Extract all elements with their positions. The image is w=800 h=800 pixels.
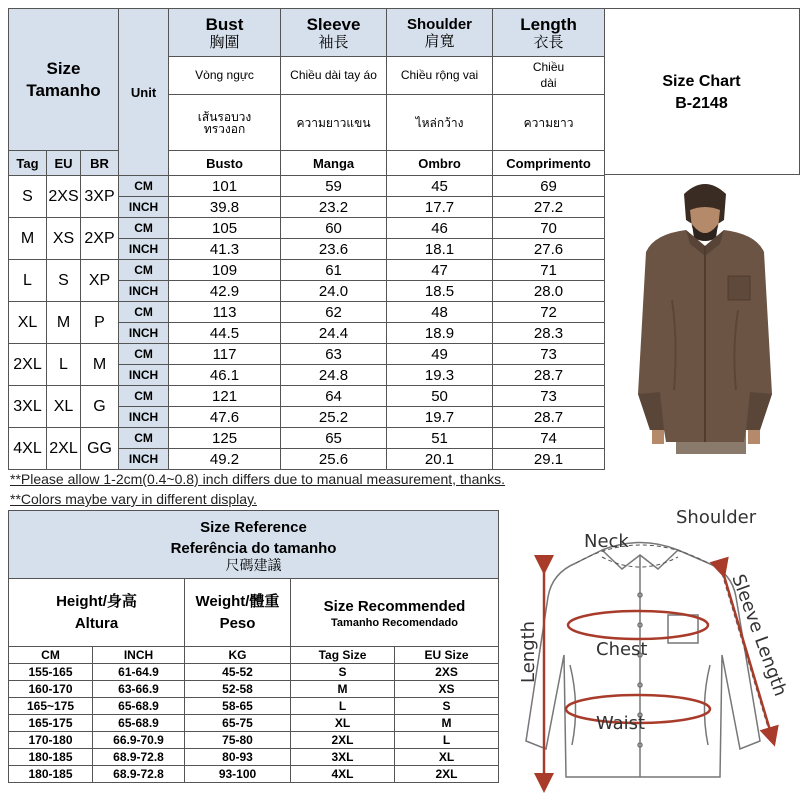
size-br-cell: GG — [81, 428, 119, 470]
length-header: Length 衣長 — [493, 9, 605, 57]
reference-cell: 45-52 — [185, 664, 291, 681]
color-note: **Colors maybe vary in different display. — [10, 491, 257, 507]
measure-cell: 64 — [281, 386, 387, 407]
shoulder-label: Shoulder — [676, 507, 757, 528]
size-eu-cell: XL — [47, 386, 81, 428]
length-label: Length — [518, 620, 539, 683]
reference-cell: 68.9-72.8 — [93, 766, 185, 783]
waist-label: Waist — [596, 713, 646, 734]
reference-cell: 155-165 — [9, 664, 93, 681]
size-tag-cell: 3XL — [9, 386, 47, 428]
reference-cell: 65-68.9 — [93, 715, 185, 732]
shoulder-pt: Ombro — [387, 151, 493, 176]
size-tag-cell: 4XL — [9, 428, 47, 470]
unit-cell: INCH — [119, 365, 169, 386]
bust-pt: Busto — [169, 151, 281, 176]
measure-cell: 62 — [281, 302, 387, 323]
measure-cell: 74 — [493, 428, 605, 449]
reference-cell: 52-58 — [185, 681, 291, 698]
size-eu-cell: M — [47, 302, 81, 344]
reference-cell: 180-185 — [9, 749, 93, 766]
unit-cell: CM — [119, 302, 169, 323]
reference-row — [9, 732, 499, 749]
measurement-note: **Please allow 1-2cm(0.4~0.8) inch differs due to manual measurement, thanks. — [10, 471, 506, 487]
measure-cell: 23.6 — [281, 239, 387, 260]
reference-cell: 93-100 — [185, 766, 291, 783]
measure-cell: 41.3 — [169, 239, 281, 260]
unit-cell: CM — [119, 386, 169, 407]
measure-cell: 47.6 — [169, 407, 281, 428]
reference-cell: M — [291, 681, 395, 698]
ref-kg-header: KG — [185, 647, 291, 664]
reference-cell: 160-170 — [9, 681, 93, 698]
reference-cell: 75-80 — [185, 732, 291, 749]
measure-cell: 72 — [493, 302, 605, 323]
unit-header: Unit — [119, 9, 169, 176]
shoulder-th: ไหล่กว้าง — [387, 95, 493, 151]
size-eu-cell: S — [47, 260, 81, 302]
reference-cell: 4XL — [291, 766, 395, 783]
size-row — [9, 302, 605, 323]
measure-cell: 73 — [493, 344, 605, 365]
measure-cell: 47 — [387, 260, 493, 281]
measure-cell: 45 — [387, 176, 493, 197]
measure-cell: 42.9 — [169, 281, 281, 302]
measure-cell: 105 — [169, 218, 281, 239]
size-eu-cell: 2XS — [47, 176, 81, 218]
reference-row — [9, 681, 499, 698]
measure-cell: 18.1 — [387, 239, 493, 260]
reference-cell: 180-185 — [9, 766, 93, 783]
reference-cell: S — [395, 698, 499, 715]
size-br-cell: XP — [81, 260, 119, 302]
length-vi: Chiều dài — [493, 57, 605, 95]
measure-cell: 49 — [387, 344, 493, 365]
size-row — [9, 344, 605, 365]
size-header: Size Tamanho — [9, 9, 119, 151]
size-tag-cell: S — [9, 176, 47, 218]
reference-cell: 80-93 — [185, 749, 291, 766]
reference-cell: S — [291, 664, 395, 681]
unit-cell: CM — [119, 260, 169, 281]
sleeve-th: ความยาวแขน — [281, 95, 387, 151]
unit-cell: INCH — [119, 281, 169, 302]
unit-cell: CM — [119, 176, 169, 197]
measure-cell: 23.2 — [281, 197, 387, 218]
reference-cell: 165~175 — [9, 698, 93, 715]
reference-row — [9, 715, 499, 732]
weight-header: Weight/體重 Peso — [185, 579, 291, 647]
reference-cell: 170-180 — [9, 732, 93, 749]
size-br-cell: 2XP — [81, 218, 119, 260]
measure-cell: 25.2 — [281, 407, 387, 428]
size-eu-cell: XS — [47, 218, 81, 260]
size-br-cell: M — [81, 344, 119, 386]
measure-cell: 19.7 — [387, 407, 493, 428]
unit-cell: INCH — [119, 323, 169, 344]
measure-cell: 70 — [493, 218, 605, 239]
size-reference-title: Size Reference Referência do tamanho 尺碼建議 — [9, 511, 499, 579]
reference-cell: XL — [291, 715, 395, 732]
measure-cell: 65 — [281, 428, 387, 449]
reference-cell: 61-64.9 — [93, 664, 185, 681]
measure-cell: 61 — [281, 260, 387, 281]
size-chart-table — [8, 8, 605, 470]
size-recommended-header: Size Recommended Tamanho Recomendado — [291, 579, 499, 647]
measure-cell: 24.0 — [281, 281, 387, 302]
reference-cell: 3XL — [291, 749, 395, 766]
measure-cell: 27.2 — [493, 197, 605, 218]
reference-cell: M — [395, 715, 499, 732]
neck-label: Neck — [584, 531, 629, 552]
size-tag-cell: XL — [9, 302, 47, 344]
measure-cell: 25.6 — [281, 449, 387, 470]
bust-th: เส้นรอบวงทรวงอก — [169, 95, 281, 151]
size-tag-cell: 2XL — [9, 344, 47, 386]
unit-cell: INCH — [119, 449, 169, 470]
measure-cell: 109 — [169, 260, 281, 281]
sleeve-vi: Chiều dài tay áo — [281, 57, 387, 95]
measure-cell: 19.3 — [387, 365, 493, 386]
measure-cell: 63 — [281, 344, 387, 365]
sleeve-length-label: Sleeve Length — [727, 571, 791, 700]
measure-cell: 48 — [387, 302, 493, 323]
size-br-cell: P — [81, 302, 119, 344]
reference-cell: 2XS — [395, 664, 499, 681]
size-row — [9, 218, 605, 239]
measure-cell: 17.7 — [387, 197, 493, 218]
measure-cell: 51 — [387, 428, 493, 449]
sleeve-pt: Manga — [281, 151, 387, 176]
size-tag-cell: L — [9, 260, 47, 302]
measure-cell: 125 — [169, 428, 281, 449]
measure-cell: 59 — [281, 176, 387, 197]
reference-cell: 65-68.9 — [93, 698, 185, 715]
unit-cell: CM — [119, 218, 169, 239]
size-eu-cell: 2XL — [47, 428, 81, 470]
size-row — [9, 260, 605, 281]
measure-cell: 101 — [169, 176, 281, 197]
measure-cell: 113 — [169, 302, 281, 323]
bust-vi: Vòng ngực — [169, 57, 281, 95]
measure-cell: 73 — [493, 386, 605, 407]
reference-cell: 165-175 — [9, 715, 93, 732]
size-chart-title: Size Chart B-2148 — [662, 73, 741, 112]
measure-cell: 24.4 — [281, 323, 387, 344]
measure-cell: 46.1 — [169, 365, 281, 386]
measure-cell: 27.6 — [493, 239, 605, 260]
measure-cell: 28.7 — [493, 365, 605, 386]
size-eu-cell: L — [47, 344, 81, 386]
measure-cell: 49.2 — [169, 449, 281, 470]
measure-cell: 117 — [169, 344, 281, 365]
bust-header: Bust 胸圍 — [169, 9, 281, 57]
reference-cell: 63-66.9 — [93, 681, 185, 698]
sleeve-header: Sleeve 袖長 — [281, 9, 387, 57]
size-row — [9, 386, 605, 407]
measure-cell: 18.5 — [387, 281, 493, 302]
reference-cell: 58-65 — [185, 698, 291, 715]
shirt-measurement-diagram — [510, 505, 800, 795]
length-th: ความยาว — [493, 95, 605, 151]
reference-cell: 2XL — [291, 732, 395, 749]
measure-cell: 44.5 — [169, 323, 281, 344]
measure-cell: 28.3 — [493, 323, 605, 344]
size-reference-table — [8, 510, 499, 783]
reference-cell: 68.9-72.8 — [93, 749, 185, 766]
shoulder-header: Shoulder 肩寬 — [387, 9, 493, 57]
size-br-cell: 3XP — [81, 176, 119, 218]
ref-eu-size-header: EU Size — [395, 647, 499, 664]
reference-row — [9, 766, 499, 783]
size-br-cell: G — [81, 386, 119, 428]
measure-cell: 28.7 — [493, 407, 605, 428]
measure-cell: 39.8 — [169, 197, 281, 218]
chest-label: Chest — [596, 639, 648, 660]
eu-header: EU — [47, 151, 81, 176]
reference-cell: 2XL — [395, 766, 499, 783]
unit-cell: CM — [119, 428, 169, 449]
tag-header: Tag — [9, 151, 47, 176]
ref-inch-header: INCH — [93, 647, 185, 664]
unit-cell: INCH — [119, 197, 169, 218]
size-chart-title-box — [604, 8, 800, 175]
size-row — [9, 428, 605, 449]
measure-cell: 69 — [493, 176, 605, 197]
measure-cell: 28.0 — [493, 281, 605, 302]
unit-cell: INCH — [119, 239, 169, 260]
shirt-model-photo — [632, 180, 778, 454]
measure-cell: 71 — [493, 260, 605, 281]
br-header: BR — [81, 151, 119, 176]
ref-cm-header: CM — [9, 647, 93, 664]
size-tag-cell: M — [9, 218, 47, 260]
reference-cell: 65-75 — [185, 715, 291, 732]
shoulder-vi: Chiều rộng vai — [387, 57, 493, 95]
measure-cell: 46 — [387, 218, 493, 239]
measure-cell: 121 — [169, 386, 281, 407]
unit-cell: CM — [119, 344, 169, 365]
reference-cell: L — [395, 732, 499, 749]
reference-cell: XS — [395, 681, 499, 698]
height-header: Height/身高 Altura — [9, 579, 185, 647]
reference-cell: 66.9-70.9 — [93, 732, 185, 749]
unit-cell: INCH — [119, 407, 169, 428]
reference-row — [9, 698, 499, 715]
measure-cell: 20.1 — [387, 449, 493, 470]
reference-row — [9, 749, 499, 766]
reference-cell: L — [291, 698, 395, 715]
measure-cell: 24.8 — [281, 365, 387, 386]
measure-cell: 60 — [281, 218, 387, 239]
reference-cell: XL — [395, 749, 499, 766]
size-row — [9, 176, 605, 197]
measure-cell: 29.1 — [493, 449, 605, 470]
length-pt: Comprimento — [493, 151, 605, 176]
measure-cell: 50 — [387, 386, 493, 407]
reference-row — [9, 664, 499, 681]
ref-tag-size-header: Tag Size — [291, 647, 395, 664]
measure-cell: 18.9 — [387, 323, 493, 344]
